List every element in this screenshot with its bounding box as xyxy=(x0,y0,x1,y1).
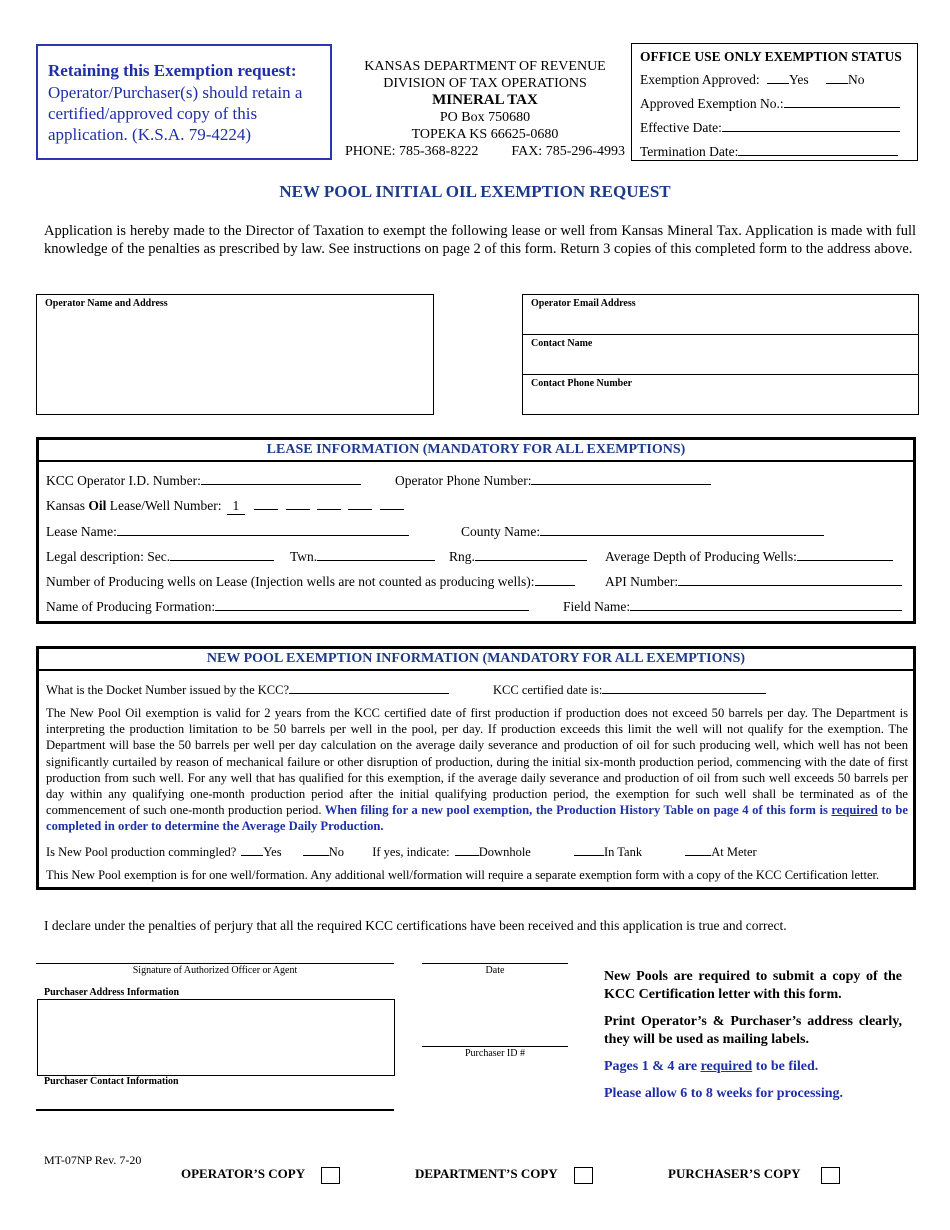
if-yes-label: If yes, indicate: xyxy=(372,845,450,859)
operator-contact-box xyxy=(522,294,919,415)
note-pages-required: Pages 1 & 4 are required to be filed. xyxy=(604,1059,819,1074)
retention-body: Operator/Purchaser(s) should retain a certified/approved copy of this application. (K.S.A. 79-4224) xyxy=(48,83,303,144)
department-header xyxy=(340,58,630,160)
exemption-approved-label: Exemption Approved: xyxy=(640,72,760,87)
county-name-field[interactable] xyxy=(540,523,824,536)
in-tank-label: In Tank xyxy=(603,845,643,859)
perjury-declaration: I declare under the penalties of perjury that all the required KCC certifications have been received and this application is true and correct. xyxy=(44,918,787,933)
downhole-field[interactable] xyxy=(455,843,479,856)
downhole-label: Downhole xyxy=(478,845,531,859)
commingled-yes-field[interactable] xyxy=(241,843,263,856)
form-id: MT-07NP Rev. 7-20 xyxy=(44,1153,142,1167)
commingled-label: Is New Pool production commingled? xyxy=(46,845,237,859)
county-name-label: County Name: xyxy=(461,524,541,539)
signature-line[interactable] xyxy=(36,963,394,964)
kcc-certified-date-field[interactable] xyxy=(602,681,766,694)
at-meter-label: At Meter xyxy=(711,845,757,859)
retention-heading: Retaining this Exemption request: xyxy=(48,61,297,80)
dept-line-5: TOPEKA KS 66625-0680 xyxy=(411,127,559,142)
num-producing-wells-label: Number of Producing wells on Lease (Injection wells are not counted as producing wells): xyxy=(46,574,535,589)
new-pool-section-header: NEW POOL EXEMPTION INFORMATION (MANDATORY FOR ALL EXEMPTIONS) xyxy=(39,649,913,671)
dept-phone: PHONE: 785-368-8222 xyxy=(344,144,479,159)
twn-field[interactable] xyxy=(317,548,435,561)
new-pool-section xyxy=(36,646,916,890)
purchaser-copy xyxy=(668,1166,840,1184)
producing-formation-field[interactable] xyxy=(215,598,529,611)
kcc-operator-id-label: KCC Operator I.D. Number: xyxy=(46,473,201,488)
purchaser-address-label: Purchaser Address Information xyxy=(44,987,180,998)
contact-phone-field[interactable] xyxy=(523,375,918,413)
intro-paragraph: Application is hereby made to the Director of Taxation to exempt the following lease or well from Kansas Mineral Tax. Application is made with full knowledge of the penalties as prescribed by law. See instructions on page 2 of this form. Return 3 copies of this completed form to the address above. xyxy=(44,223,916,257)
lease-name-label: Lease Name: xyxy=(46,524,117,539)
purchaser-copy-label: PURCHASER’S COPY xyxy=(668,1166,801,1181)
purchaser-contact-label: Purchaser Contact Information xyxy=(44,1076,179,1087)
operator-name-address-label: Operator Name and Address xyxy=(45,298,168,309)
field-name-field[interactable] xyxy=(630,598,902,611)
operator-phone-label: Operator Phone Number: xyxy=(395,473,532,488)
kcc-operator-id-field[interactable] xyxy=(201,472,361,485)
operator-email-field[interactable] xyxy=(523,295,918,335)
office-use-box xyxy=(631,43,918,161)
approved-no-label: No xyxy=(848,72,865,87)
at-meter-field[interactable] xyxy=(685,843,711,856)
num-producing-wells-field[interactable] xyxy=(535,573,575,586)
lease-well-number-label: Kansas Oil Lease/Well Number: xyxy=(46,498,222,513)
office-use-heading: OFFICE USE ONLY EXEMPTION STATUS xyxy=(640,49,902,64)
rng-label: Rng. xyxy=(449,549,475,564)
purchaser-contact-line[interactable] xyxy=(36,1109,394,1111)
note-mailing-labels: Print Operator’s & Purchaser’s address clearly, they will be used as mailing labels. xyxy=(604,1014,902,1047)
approved-exemption-no-field[interactable] xyxy=(784,95,900,108)
operator-copy xyxy=(181,1166,340,1184)
api-number-label: API Number: xyxy=(605,574,679,589)
operator-name-address-field[interactable] xyxy=(36,294,434,415)
date-label: Date xyxy=(485,965,505,976)
legal-sec-field[interactable] xyxy=(170,548,274,561)
lease-name-field[interactable] xyxy=(117,523,409,536)
operator-copy-label: OPERATOR’S COPY xyxy=(181,1166,306,1181)
effective-date-label: Effective Date: xyxy=(640,120,722,135)
note-kcc-certification: New Pools are required to submit a copy of the KCC Certification letter with this form. xyxy=(604,969,902,1002)
purchaser-address-field[interactable] xyxy=(37,999,395,1076)
producing-formation-label: Name of Producing Formation: xyxy=(46,599,216,614)
approved-no-field[interactable] xyxy=(826,71,848,84)
lease-information-section xyxy=(36,437,916,624)
approved-yes-label: Yes xyxy=(788,72,809,87)
retention-notice-box xyxy=(36,44,332,160)
contact-phone-label: Contact Phone Number xyxy=(531,378,633,389)
operator-copy-checkbox[interactable] xyxy=(321,1167,340,1184)
contact-name-label: Contact Name xyxy=(531,338,593,349)
approved-exemption-no-label: Approved Exemption No.: xyxy=(640,96,784,111)
operator-email-label: Operator Email Address xyxy=(531,298,636,309)
average-depth-label: Average Depth of Producing Wells: xyxy=(605,549,797,564)
commingled-no-field[interactable] xyxy=(303,843,329,856)
api-number-field[interactable] xyxy=(678,573,902,586)
commingled-no-label: No xyxy=(328,845,344,859)
field-name-label: Field Name: xyxy=(563,599,631,614)
effective-date-field[interactable] xyxy=(722,119,900,132)
lease-well-digit-field[interactable] xyxy=(286,497,310,510)
termination-date-label: Termination Date: xyxy=(640,144,739,159)
kcc-certified-date-label: KCC certified date is: xyxy=(493,683,603,697)
legal-sec-label: Legal description: Sec. xyxy=(46,549,171,564)
average-depth-field[interactable] xyxy=(797,548,893,561)
dept-line-3: MINERAL TAX xyxy=(432,92,538,108)
docket-number-label: What is the Docket Number issued by the KCC? xyxy=(46,683,290,697)
lease-well-digit-field[interactable] xyxy=(348,497,372,510)
signature-label: Signature of Authorized Officer or Agent xyxy=(132,965,298,976)
purchaser-id-label: Purchaser ID # xyxy=(465,1048,525,1059)
lease-well-digit-field[interactable] xyxy=(380,497,404,510)
dept-line-2: DIVISION OF TAX OPERATIONS xyxy=(383,76,587,91)
operator-phone-field[interactable] xyxy=(531,472,711,485)
note-processing-time: Please allow 6 to 8 weeks for processing. xyxy=(604,1086,844,1101)
department-copy-label: DEPARTMENT’S COPY xyxy=(415,1166,558,1181)
lease-well-digit-field[interactable] xyxy=(254,497,278,510)
department-copy xyxy=(415,1166,593,1184)
dept-line-4: PO Box 750680 xyxy=(439,110,531,125)
lease-section-header: LEASE INFORMATION (MANDATORY FOR ALL EXEMPTIONS) xyxy=(39,440,913,462)
in-tank-field[interactable] xyxy=(574,843,604,856)
contact-name-field[interactable] xyxy=(523,335,918,375)
commingled-yes-label: Yes xyxy=(263,845,282,859)
date-line[interactable] xyxy=(422,963,568,964)
lease-well-prefix: 1 xyxy=(227,498,245,515)
lease-well-digit-field[interactable] xyxy=(317,497,341,510)
purchaser-copy-checkbox[interactable] xyxy=(821,1167,840,1184)
dept-line-1: KANSAS DEPARTMENT OF REVENUE xyxy=(364,59,606,74)
department-copy-checkbox[interactable] xyxy=(574,1167,593,1184)
page-title: NEW POOL INITIAL OIL EXEMPTION REQUEST xyxy=(279,182,671,201)
one-well-notice: This New Pool exemption is for one well/formation. Any additional well/formation will require a separate exemption form with a copy of the KCC Certification letter. xyxy=(46,868,880,882)
dept-fax: FAX: 785-296-4993 xyxy=(511,144,626,159)
approved-yes-field[interactable] xyxy=(767,71,789,84)
new-pool-explanation: The New Pool Oil exemption is valid for 2 years from the KCC certified date of first production if production does not exceed 50 barrels per day. The Department is interpreting the production limitation to be 50 barrels per well in the pool, per day. If production exceeds this limit the well will not qualify for the exemption. The Department will base the 50 barrels per well per day calculation on the average daily severance and production of oil for such producing well, which well has not been significantly curtailed by reason of mechanical failure or other disruption of production, during the initial six-month production period, commencing with the date of first production from such well. For any well that has qualified for this exemption, if the average daily severance and production of oil from such well exceeds 50 barrels per day within any qualifying one-month production period after the initial qualifying production period, the exemption for such well shall be terminated as of the commencement of such one-month production period. When filing for a new pool exemption, the Production History Table on page 4 of this form is required to be completed in order to determine the Average Daily Production. xyxy=(46,706,908,834)
rng-field[interactable] xyxy=(475,548,587,561)
purchaser-id-line[interactable] xyxy=(422,1046,568,1047)
docket-number-field[interactable] xyxy=(289,681,449,694)
termination-date-field[interactable] xyxy=(738,143,898,156)
filing-notes xyxy=(604,968,902,1112)
twn-label: Twn. xyxy=(290,549,318,564)
